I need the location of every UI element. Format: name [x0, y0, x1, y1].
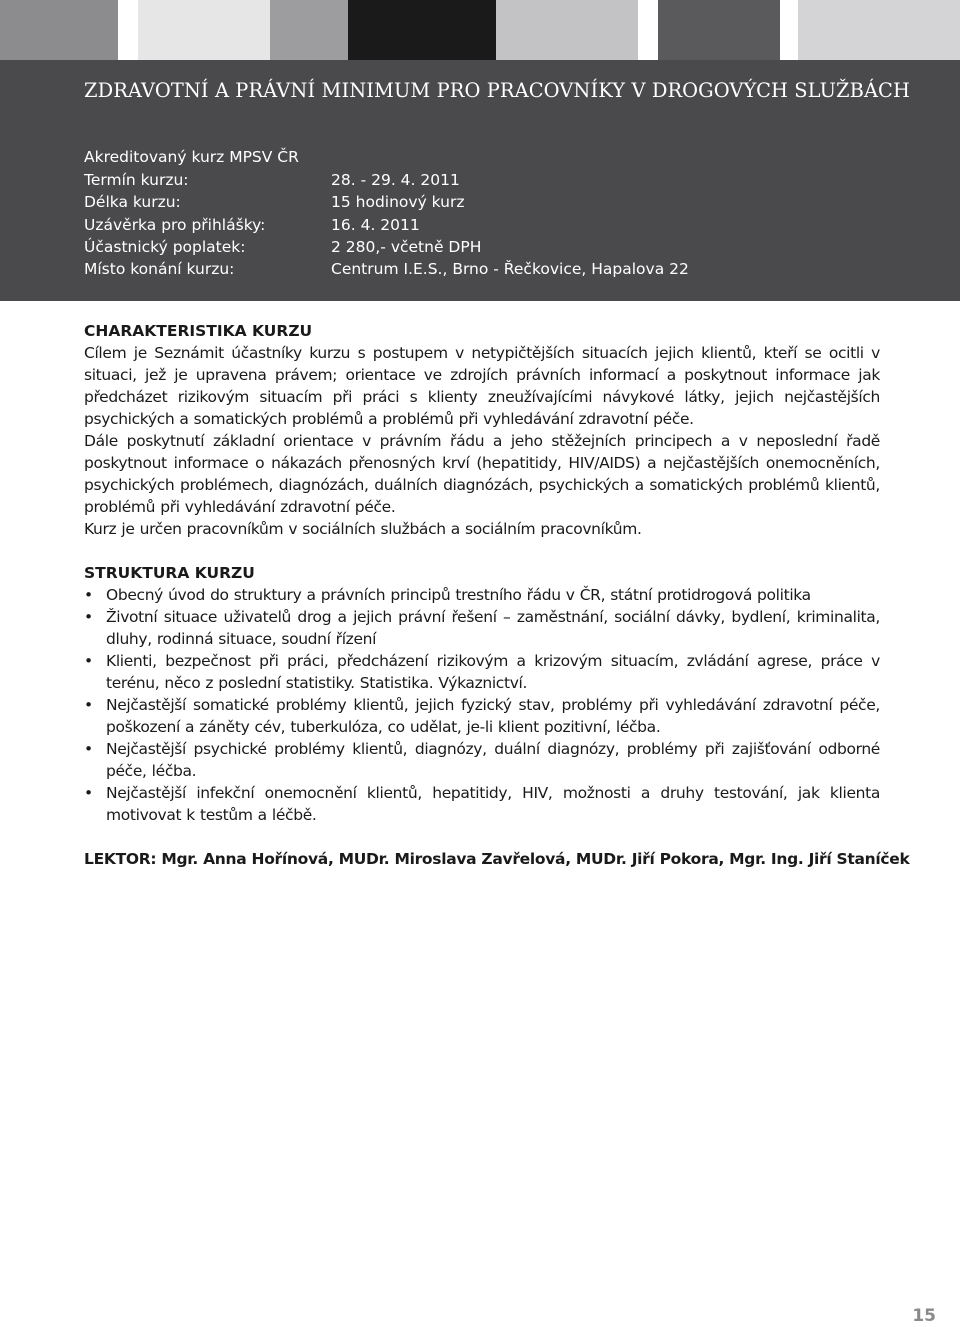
- decor-tab: [658, 0, 780, 60]
- accreditation-text: Akreditovaný kurz MPSV ČR: [84, 148, 299, 166]
- info-label: Uzávěrka pro přihlášky:: [84, 215, 266, 234]
- decor-tab: [270, 0, 348, 60]
- list-item: [84, 650, 880, 694]
- list-item-text: Nejčastější somatické problémy klientů, jejich fyzický stav, problémy při vyhledávání zdravotní péče, poškození a záněty cév, tuberkulóza, co udělat, je-li klient pozitivní, léčba.: [106, 696, 880, 736]
- structure-heading: STRUKTURA KURZU: [84, 564, 255, 582]
- info-value: 2 280,- včetně DPH: [331, 237, 482, 256]
- lector-line: [84, 848, 910, 870]
- characteristics-paragraph: Cílem je Seznámit účastníky kurzu s postupem v netypičtějších situacích jejich klientů, kteří se ocitli v situaci, jež je upravena právem; orientace ve zdrojích právních informací a poskytnout informace jak předcházet rizikovým situacím při práci s klienty zneužívajícími návykové látky, jejich nejčastějších psychických a somatických problémů a problémů při vyhledávání zdravotní péče.: [84, 344, 880, 428]
- list-item-text: Obecný úvod do struktury a právních principů trestního řádu v ČR, státní protidrogová politika: [106, 586, 811, 604]
- bullet-icon: •: [84, 784, 93, 802]
- characteristics-heading: CHARAKTERISTIKA KURZU: [84, 322, 313, 340]
- info-value: 15 hodinový kurz: [331, 193, 465, 212]
- course-content: [84, 320, 910, 870]
- info-row-length: [84, 193, 689, 215]
- bullet-icon: •: [84, 696, 93, 714]
- info-label: Délka kurzu:: [84, 193, 181, 212]
- decor-tab: [798, 0, 960, 60]
- info-row-deadline: [84, 216, 689, 238]
- info-label: Termín kurzu:: [84, 171, 189, 189]
- characteristics-paragraph: Kurz je určen pracovníkům v sociálních službách a sociálním pracovníkům.: [84, 520, 642, 538]
- spacer: [84, 540, 880, 562]
- info-label: Místo konání kurzu:: [84, 260, 235, 279]
- page-number: 15: [912, 1306, 936, 1326]
- list-item-text: Životní situace uživatelů drog a jejich právní řešení – zaměstnání, sociální dávky, bydlení, kriminalita, dluhy, rodinná situace, soudní řízení: [106, 608, 880, 648]
- info-value: 16. 4. 2011: [331, 215, 420, 234]
- list-item: [84, 606, 880, 650]
- bullet-icon: •: [84, 740, 93, 758]
- list-item-text: Klienti, bezpečnost při práci, předcházení rizikovým a krizovým situacím, zvládání agrese, práce v terénu, něco z poslední statistiky. Statistika. Výkaznictví.: [106, 652, 880, 692]
- decor-tab: [348, 0, 496, 60]
- decor-tab: [496, 0, 638, 60]
- decorative-tab-strip: [0, 0, 960, 60]
- list-item: [84, 782, 880, 826]
- list-item-text: Nejčastější infekční onemocnění klientů, hepatitidy, HIV, možnosti a druhy testování, jak klienta motivovat k testům a léčbě.: [106, 784, 880, 824]
- info-row-fee: [84, 238, 689, 260]
- decor-tab: [138, 0, 270, 60]
- decor-tab: [0, 0, 118, 60]
- info-row-venue: [84, 260, 689, 282]
- info-value: Centrum I.E.S., Brno - Řečkovice, Hapalova 22: [331, 260, 689, 279]
- structure-list: [84, 584, 880, 826]
- course-info-list: [84, 171, 689, 282]
- lector-label: LEKTOR:: [84, 850, 157, 868]
- bullet-icon: •: [84, 586, 93, 604]
- list-item-text: Nejčastější psychické problémy klientů, diagnózy, duální diagnózy, problémy při zajišťování odborné péče, léčba.: [106, 740, 880, 780]
- course-title: ZDRAVOTNÍ A PRÁVNÍ MINIMUM PRO PRACOVNÍKY V DROGOVÝCH SLUŽBÁCH: [84, 79, 910, 102]
- list-item: [84, 694, 880, 738]
- bullet-icon: •: [84, 652, 93, 670]
- lector-names: Mgr. Anna Hořínová, MUDr. Miroslava Zavřelová, MUDr. Jiří Pokora, Mgr. Ing. Jiří Staníček: [161, 850, 910, 868]
- course-header: [0, 60, 960, 301]
- spacer: [84, 826, 880, 848]
- info-value: 28. - 29. 4. 2011: [331, 171, 460, 189]
- list-item: [84, 738, 880, 782]
- bullet-icon: •: [84, 608, 93, 626]
- info-row-date: [84, 171, 689, 193]
- list-item: [84, 584, 880, 606]
- characteristics-paragraph: Dále poskytnutí základní orientace v právním řádu a jeho stěžejních principech a v neposlední řadě poskytnout informace o nákazách přenosných krví (hepatitidy, HIV/AIDS) a nejčastějších onemocněních, psychických problémech, diagnózách, duálních diagnózách, psychických a somatických problémů klientů, problémů při vyhledávání zdravotní péče.: [84, 432, 880, 516]
- info-label: Účastnický poplatek:: [84, 237, 246, 256]
